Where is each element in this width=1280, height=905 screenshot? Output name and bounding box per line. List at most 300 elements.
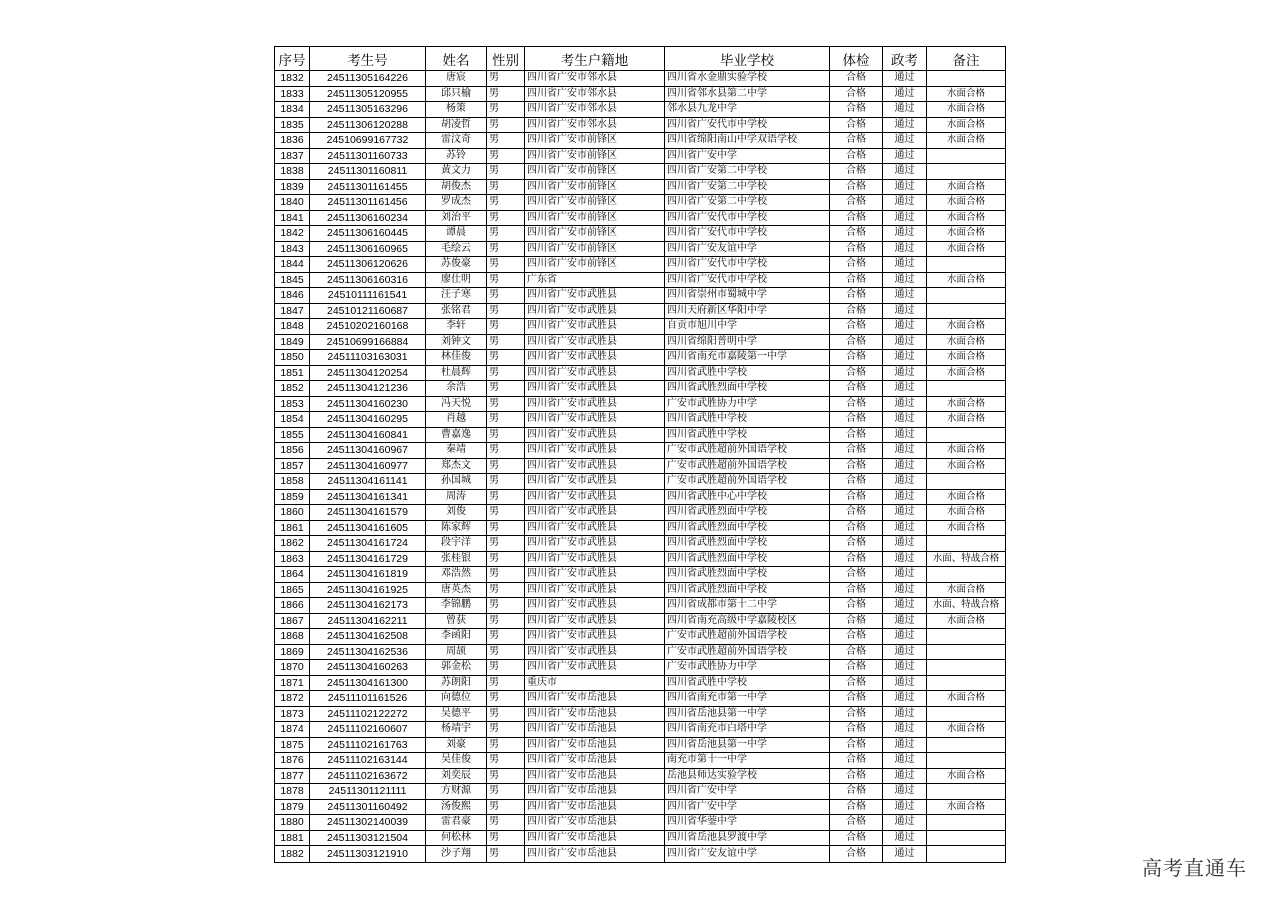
- cell-name: 苏俊豪: [426, 257, 487, 273]
- cell-remarks: 水面合格: [927, 102, 1006, 118]
- cell-remarks: 水面合格: [927, 722, 1006, 738]
- cell-household: 四川省广安市武胜县: [525, 551, 665, 567]
- cell-political-review: 通过: [883, 706, 927, 722]
- cell-serial: 1875: [275, 737, 310, 753]
- cell-serial: 1878: [275, 784, 310, 800]
- cell-serial: 1832: [275, 71, 310, 87]
- cell-exam-number: 24511306120288: [310, 117, 426, 133]
- cell-household: 四川省广安市武胜县: [525, 427, 665, 443]
- cell-physical-exam: 合格: [830, 365, 883, 381]
- cell-remarks: 水面合格: [927, 458, 1006, 474]
- cell-exam-number: 24511304161724: [310, 536, 426, 552]
- cell-gender: 男: [487, 784, 525, 800]
- cell-political-review: 通过: [883, 660, 927, 676]
- cell-physical-exam: 合格: [830, 319, 883, 335]
- cell-political-review: 通过: [883, 737, 927, 753]
- cell-school: 四川天府新区华阳中学: [665, 303, 830, 319]
- cell-political-review: 通过: [883, 412, 927, 428]
- cell-remarks: [927, 148, 1006, 164]
- cell-exam-number: 24511306160445: [310, 226, 426, 242]
- cell-serial: 1881: [275, 830, 310, 846]
- table-row: [275, 706, 1006, 722]
- cell-remarks: 水面合格: [927, 350, 1006, 366]
- cell-serial: 1861: [275, 520, 310, 536]
- cell-physical-exam: 合格: [830, 133, 883, 149]
- cell-political-review: 通过: [883, 102, 927, 118]
- cell-serial: 1865: [275, 582, 310, 598]
- table-row: [275, 257, 1006, 273]
- header-serial: 序号: [275, 47, 310, 71]
- cell-physical-exam: 合格: [830, 226, 883, 242]
- cell-gender: 男: [487, 582, 525, 598]
- cell-name: 胡凌哲: [426, 117, 487, 133]
- cell-exam-number: 24511101161526: [310, 691, 426, 707]
- cell-political-review: 通过: [883, 71, 927, 87]
- cell-name: 邓浩然: [426, 567, 487, 583]
- cell-school: 四川省武胜中学校: [665, 427, 830, 443]
- cell-physical-exam: 合格: [830, 799, 883, 815]
- table-row: [275, 241, 1006, 257]
- cell-physical-exam: 合格: [830, 179, 883, 195]
- header-household: 考生户籍地: [525, 47, 665, 71]
- table-row: [275, 722, 1006, 738]
- cell-exam-number: 24511304161729: [310, 551, 426, 567]
- cell-school: 广安市武胜超前外国语学校: [665, 474, 830, 490]
- cell-name: 苏铃: [426, 148, 487, 164]
- cell-name: 罗成杰: [426, 195, 487, 211]
- cell-household: 四川省广安市武胜县: [525, 629, 665, 645]
- cell-political-review: 通过: [883, 644, 927, 660]
- cell-remarks: 水面合格: [927, 691, 1006, 707]
- cell-remarks: [927, 675, 1006, 691]
- cell-political-review: 通过: [883, 846, 927, 863]
- cell-gender: 男: [487, 179, 525, 195]
- cell-remarks: [927, 381, 1006, 397]
- cell-school: 四川省武胜中心中学校: [665, 489, 830, 505]
- cell-remarks: 水面合格: [927, 799, 1006, 815]
- cell-remarks: [927, 660, 1006, 676]
- cell-political-review: 通过: [883, 830, 927, 846]
- cell-exam-number: 24511301161455: [310, 179, 426, 195]
- table-row: [275, 427, 1006, 443]
- cell-physical-exam: 合格: [830, 629, 883, 645]
- cell-serial: 1867: [275, 613, 310, 629]
- cell-gender: 男: [487, 737, 525, 753]
- cell-name: 何松林: [426, 830, 487, 846]
- cell-political-review: 通过: [883, 675, 927, 691]
- cell-exam-number: 24511304160295: [310, 412, 426, 428]
- cell-exam-number: 24511301160733: [310, 148, 426, 164]
- cell-serial: 1864: [275, 567, 310, 583]
- cell-political-review: 通过: [883, 691, 927, 707]
- cell-remarks: [927, 164, 1006, 180]
- table-row: [275, 737, 1006, 753]
- cell-serial: 1880: [275, 815, 310, 831]
- cell-exam-number: 24511305120955: [310, 86, 426, 102]
- table-row: [275, 660, 1006, 676]
- table-row: [275, 365, 1006, 381]
- cell-exam-number: 24511304160230: [310, 396, 426, 412]
- cell-household: 四川省广安市邻水县: [525, 86, 665, 102]
- cell-political-review: 通过: [883, 722, 927, 738]
- cell-exam-number: 24511102160607: [310, 722, 426, 738]
- cell-physical-exam: 合格: [830, 427, 883, 443]
- cell-physical-exam: 合格: [830, 768, 883, 784]
- table-row: [275, 675, 1006, 691]
- cell-household: 四川省广安市邻水县: [525, 71, 665, 87]
- cell-school: 自贡市旭川中学: [665, 319, 830, 335]
- cell-political-review: 通过: [883, 334, 927, 350]
- admission-list-sheet: [274, 46, 1006, 863]
- cell-political-review: 通过: [883, 768, 927, 784]
- cell-gender: 男: [487, 350, 525, 366]
- cell-name: 郭金松: [426, 660, 487, 676]
- cell-physical-exam: 合格: [830, 257, 883, 273]
- cell-serial: 1868: [275, 629, 310, 645]
- table-row: [275, 179, 1006, 195]
- cell-exam-number: 24511102163144: [310, 753, 426, 769]
- cell-exam-number: 24511304161925: [310, 582, 426, 598]
- cell-household: 四川省广安市前锋区: [525, 133, 665, 149]
- cell-exam-number: 24511306160965: [310, 241, 426, 257]
- cell-serial: 1853: [275, 396, 310, 412]
- table-row: [275, 195, 1006, 211]
- cell-exam-number: 24511103163031: [310, 350, 426, 366]
- cell-gender: 男: [487, 117, 525, 133]
- cell-school: 四川省南充市白塔中学: [665, 722, 830, 738]
- cell-household: 四川省广安市邻水县: [525, 102, 665, 118]
- cell-household: 四川省广安市武胜县: [525, 443, 665, 459]
- cell-gender: 男: [487, 691, 525, 707]
- cell-physical-exam: 合格: [830, 505, 883, 521]
- cell-gender: 男: [487, 133, 525, 149]
- table-row: [275, 272, 1006, 288]
- cell-remarks: 水面合格: [927, 133, 1006, 149]
- cell-remarks: [927, 288, 1006, 304]
- cell-household: 四川省广安市邻水县: [525, 117, 665, 133]
- header-remarks: 备注: [927, 47, 1006, 71]
- cell-name: 向德位: [426, 691, 487, 707]
- cell-exam-number: 24511304121236: [310, 381, 426, 397]
- cell-serial: 1838: [275, 164, 310, 180]
- cell-physical-exam: 合格: [830, 567, 883, 583]
- table-row: [275, 474, 1006, 490]
- table-row: [275, 319, 1006, 335]
- cell-political-review: 通过: [883, 799, 927, 815]
- cell-gender: 男: [487, 846, 525, 863]
- cell-remarks: [927, 753, 1006, 769]
- cell-physical-exam: 合格: [830, 706, 883, 722]
- cell-exam-number: 24511304120254: [310, 365, 426, 381]
- cell-gender: 男: [487, 396, 525, 412]
- cell-name: 林佳俊: [426, 350, 487, 366]
- cell-school: 岳池县师达实验学校: [665, 768, 830, 784]
- cell-serial: 1842: [275, 226, 310, 242]
- cell-household: 四川省广安市武胜县: [525, 505, 665, 521]
- cell-household: 四川省广安市武胜县: [525, 288, 665, 304]
- cell-exam-number: 24511306160316: [310, 272, 426, 288]
- cell-physical-exam: 合格: [830, 288, 883, 304]
- candidate-table: [274, 46, 1006, 863]
- cell-serial: 1869: [275, 644, 310, 660]
- cell-gender: 男: [487, 644, 525, 660]
- cell-remarks: 水面合格: [927, 582, 1006, 598]
- cell-exam-number: 24511304161579: [310, 505, 426, 521]
- cell-school: 四川省广安代市中学校: [665, 226, 830, 242]
- cell-political-review: 通过: [883, 164, 927, 180]
- table-body: [275, 71, 1006, 863]
- header-gender: 性别: [487, 47, 525, 71]
- cell-serial: 1841: [275, 210, 310, 226]
- cell-household: 四川省广安市岳池县: [525, 706, 665, 722]
- cell-physical-exam: 合格: [830, 536, 883, 552]
- cell-gender: 男: [487, 288, 525, 304]
- cell-remarks: [927, 427, 1006, 443]
- cell-school: 广安市武胜超前外国语学校: [665, 458, 830, 474]
- cell-household: 四川省广安市武胜县: [525, 350, 665, 366]
- cell-gender: 男: [487, 241, 525, 257]
- cell-remarks: 水面合格: [927, 489, 1006, 505]
- cell-exam-number: 24511304162211: [310, 613, 426, 629]
- cell-serial: 1850: [275, 350, 310, 366]
- cell-household: 四川省广安市岳池县: [525, 784, 665, 800]
- cell-political-review: 通过: [883, 489, 927, 505]
- cell-physical-exam: 合格: [830, 210, 883, 226]
- cell-remarks: 水面合格: [927, 241, 1006, 257]
- table-row: [275, 288, 1006, 304]
- cell-physical-exam: 合格: [830, 443, 883, 459]
- table-row: [275, 815, 1006, 831]
- cell-serial: 1882: [275, 846, 310, 863]
- cell-remarks: [927, 536, 1006, 552]
- cell-exam-number: 24511304160967: [310, 443, 426, 459]
- cell-gender: 男: [487, 505, 525, 521]
- cell-physical-exam: 合格: [830, 117, 883, 133]
- cell-school: 四川省岳池县第一中学: [665, 737, 830, 753]
- cell-remarks: 水面合格: [927, 505, 1006, 521]
- cell-gender: 男: [487, 334, 525, 350]
- cell-exam-number: 24511305163296: [310, 102, 426, 118]
- cell-remarks: 水面合格: [927, 412, 1006, 428]
- cell-exam-number: 24510699166884: [310, 334, 426, 350]
- cell-remarks: [927, 784, 1006, 800]
- cell-school: 广安市武胜超前外国语学校: [665, 629, 830, 645]
- cell-gender: 男: [487, 660, 525, 676]
- header-exam-number: 考生号: [310, 47, 426, 71]
- cell-physical-exam: 合格: [830, 815, 883, 831]
- cell-exam-number: 24511301160811: [310, 164, 426, 180]
- cell-physical-exam: 合格: [830, 598, 883, 614]
- cell-gender: 男: [487, 365, 525, 381]
- cell-gender: 男: [487, 164, 525, 180]
- cell-exam-number: 24511304161605: [310, 520, 426, 536]
- cell-household: 四川省广安市岳池县: [525, 768, 665, 784]
- cell-name: 曹嘉逸: [426, 427, 487, 443]
- table-row: [275, 768, 1006, 784]
- cell-household: 四川省广安市武胜县: [525, 381, 665, 397]
- table-row: [275, 613, 1006, 629]
- cell-physical-exam: 合格: [830, 675, 883, 691]
- cell-remarks: 水面合格: [927, 210, 1006, 226]
- cell-political-review: 通过: [883, 551, 927, 567]
- cell-political-review: 通过: [883, 753, 927, 769]
- cell-name: 谭晨: [426, 226, 487, 242]
- cell-serial: 1851: [275, 365, 310, 381]
- cell-remarks: [927, 706, 1006, 722]
- cell-exam-number: 24511102161763: [310, 737, 426, 753]
- cell-name: 刘奕辰: [426, 768, 487, 784]
- cell-serial: 1844: [275, 257, 310, 273]
- table-header: [275, 47, 1006, 71]
- cell-name: 秦靖: [426, 443, 487, 459]
- cell-school: 四川省华蓥中学: [665, 815, 830, 831]
- cell-physical-exam: 合格: [830, 396, 883, 412]
- cell-name: 杨策: [426, 102, 487, 118]
- cell-exam-number: 24511304161141: [310, 474, 426, 490]
- header-school: 毕业学校: [665, 47, 830, 71]
- cell-name: 黄文力: [426, 164, 487, 180]
- cell-physical-exam: 合格: [830, 86, 883, 102]
- cell-exam-number: 24511304161819: [310, 567, 426, 583]
- cell-serial: 1874: [275, 722, 310, 738]
- cell-school: 四川省广安友谊中学: [665, 846, 830, 863]
- cell-name: 雷汶奇: [426, 133, 487, 149]
- cell-political-review: 通过: [883, 598, 927, 614]
- cell-political-review: 通过: [883, 520, 927, 536]
- cell-household: 四川省广安市武胜县: [525, 613, 665, 629]
- cell-household: 四川省广安市岳池县: [525, 691, 665, 707]
- cell-exam-number: 24511304161300: [310, 675, 426, 691]
- table-row: [275, 303, 1006, 319]
- cell-political-review: 通过: [883, 505, 927, 521]
- cell-name: 廖仕明: [426, 272, 487, 288]
- cell-remarks: 水面合格: [927, 396, 1006, 412]
- cell-exam-number: 24511304160263: [310, 660, 426, 676]
- table-row: [275, 753, 1006, 769]
- cell-serial: 1862: [275, 536, 310, 552]
- cell-political-review: 通过: [883, 210, 927, 226]
- cell-gender: 男: [487, 613, 525, 629]
- cell-school: 四川省广安第二中学校: [665, 179, 830, 195]
- cell-serial: 1836: [275, 133, 310, 149]
- cell-name: 方财源: [426, 784, 487, 800]
- cell-household: 四川省广安市岳池县: [525, 815, 665, 831]
- header-physical-exam: 体检: [830, 47, 883, 71]
- cell-remarks: [927, 257, 1006, 273]
- cell-name: 刘俊: [426, 505, 487, 521]
- cell-school: 四川省广安中学: [665, 784, 830, 800]
- cell-household: 四川省广安市武胜县: [525, 319, 665, 335]
- cell-name: 杨靖宇: [426, 722, 487, 738]
- cell-physical-exam: 合格: [830, 334, 883, 350]
- cell-political-review: 通过: [883, 567, 927, 583]
- cell-school: 四川省广安中学: [665, 799, 830, 815]
- cell-gender: 男: [487, 629, 525, 645]
- cell-gender: 男: [487, 381, 525, 397]
- cell-name: 刘豪: [426, 737, 487, 753]
- cell-household: 四川省广安市武胜县: [525, 396, 665, 412]
- cell-physical-exam: 合格: [830, 102, 883, 118]
- cell-remarks: [927, 474, 1006, 490]
- cell-exam-number: 24511302140039: [310, 815, 426, 831]
- cell-name: 张铭君: [426, 303, 487, 319]
- cell-political-review: 通过: [883, 272, 927, 288]
- cell-serial: 1872: [275, 691, 310, 707]
- cell-gender: 男: [487, 799, 525, 815]
- cell-serial: 1855: [275, 427, 310, 443]
- cell-exam-number: 24510121160687: [310, 303, 426, 319]
- table-row: [275, 644, 1006, 660]
- table-row: [275, 629, 1006, 645]
- cell-gender: 男: [487, 226, 525, 242]
- cell-school: 四川省南充市第一中学: [665, 691, 830, 707]
- table-row: [275, 830, 1006, 846]
- cell-household: 四川省广安市武胜县: [525, 660, 665, 676]
- cell-remarks: 水面合格: [927, 117, 1006, 133]
- cell-physical-exam: 合格: [830, 241, 883, 257]
- cell-gender: 男: [487, 753, 525, 769]
- cell-serial: 1854: [275, 412, 310, 428]
- cell-political-review: 通过: [883, 241, 927, 257]
- cell-political-review: 通过: [883, 148, 927, 164]
- cell-school: 四川省绵阳南山中学双语学校: [665, 133, 830, 149]
- cell-household: 四川省广安市岳池县: [525, 722, 665, 738]
- cell-name: 段宇洋: [426, 536, 487, 552]
- table-row: [275, 226, 1006, 242]
- cell-exam-number: 24511301160492: [310, 799, 426, 815]
- table-row: [275, 489, 1006, 505]
- table-row: [275, 71, 1006, 87]
- cell-name: 汪子寒: [426, 288, 487, 304]
- cell-gender: 男: [487, 71, 525, 87]
- cell-remarks: 水面合格: [927, 226, 1006, 242]
- cell-gender: 男: [487, 257, 525, 273]
- cell-school: 四川省成都市第十二中学: [665, 598, 830, 614]
- header-row: [275, 47, 1006, 71]
- cell-gender: 男: [487, 458, 525, 474]
- cell-physical-exam: 合格: [830, 613, 883, 629]
- cell-gender: 男: [487, 412, 525, 428]
- cell-exam-number: 24511304160977: [310, 458, 426, 474]
- cell-household: 四川省广安市武胜县: [525, 536, 665, 552]
- cell-physical-exam: 合格: [830, 164, 883, 180]
- cell-political-review: 通过: [883, 226, 927, 242]
- cell-serial: 1835: [275, 117, 310, 133]
- cell-household: 四川省广安市岳池县: [525, 737, 665, 753]
- table-row: [275, 784, 1006, 800]
- cell-school: 四川省广安代市中学校: [665, 117, 830, 133]
- cell-household: 四川省广安市前锋区: [525, 195, 665, 211]
- cell-household: 四川省广安市前锋区: [525, 164, 665, 180]
- cell-name: 刘治平: [426, 210, 487, 226]
- cell-gender: 男: [487, 830, 525, 846]
- cell-exam-number: 24510111161541: [310, 288, 426, 304]
- cell-gender: 男: [487, 815, 525, 831]
- header-name: 姓名: [426, 47, 487, 71]
- cell-physical-exam: 合格: [830, 691, 883, 707]
- cell-name: 余浩: [426, 381, 487, 397]
- cell-name: 肖越: [426, 412, 487, 428]
- cell-gender: 男: [487, 520, 525, 536]
- cell-serial: 1859: [275, 489, 310, 505]
- table-row: [275, 799, 1006, 815]
- cell-school: 四川省广安代市中学校: [665, 210, 830, 226]
- table-row: [275, 567, 1006, 583]
- cell-school: 四川省武胜烈面中学校: [665, 536, 830, 552]
- cell-serial: 1879: [275, 799, 310, 815]
- cell-political-review: 通过: [883, 629, 927, 645]
- cell-political-review: 通过: [883, 613, 927, 629]
